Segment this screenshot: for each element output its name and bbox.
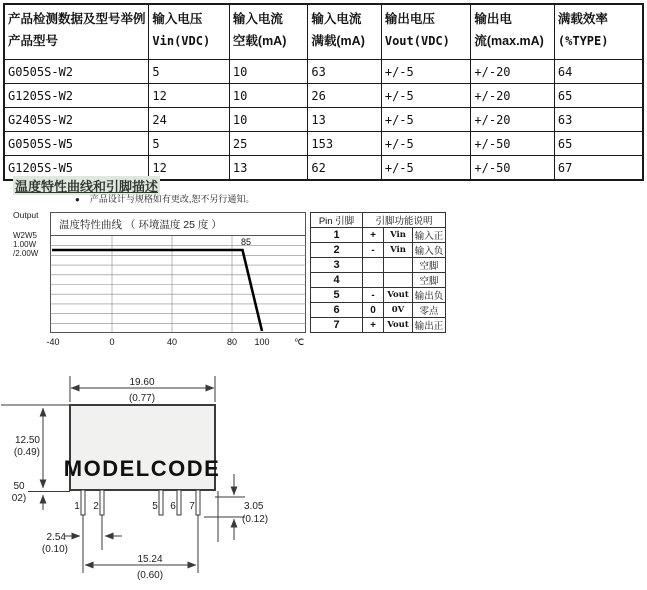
pin-table (310, 212, 446, 333)
spec-cell: 63 (308, 60, 381, 84)
spec-cell: 12 (149, 156, 230, 181)
pin-row (311, 243, 446, 258)
spec-header-text: 输入电压 (152, 12, 203, 26)
chart-x-ticks (46, 337, 304, 347)
spec-table-body (4, 60, 643, 181)
spec-header-text: 输出电压 (384, 12, 435, 26)
spec-cell: 153 (308, 132, 381, 156)
spec-table (3, 3, 644, 181)
spec-cell: +/-20 (471, 60, 555, 84)
spec-cell: 26 (308, 84, 381, 108)
spec-header-text: 输入电流 (232, 12, 283, 26)
spec-cell: 5 (149, 60, 230, 84)
spec-header-text: 流(max.mA) (474, 34, 544, 48)
pin-cell: 输出正 (413, 318, 446, 333)
x-unit-label: ℃ (294, 337, 305, 347)
pin-cell: 1 (311, 228, 363, 243)
spec-cell: 25 (229, 132, 307, 156)
pin-row (311, 288, 446, 303)
spec-header-text: 空载(mA) (232, 34, 287, 48)
pin-row (311, 318, 446, 333)
pin-cell: 0 (363, 303, 384, 318)
pin-row (311, 258, 446, 273)
spec-cell: +/-5 (381, 108, 471, 132)
pin-cell: 2 (311, 243, 363, 258)
spec-cell: 10 (229, 108, 307, 132)
chart-ylabel: Output (13, 210, 39, 220)
spec-cell: 12 (149, 84, 230, 108)
section-note-text: 产品设计与规格如有更改,恕不另行通知。 (89, 194, 255, 204)
spec-cell: +/-5 (381, 156, 471, 181)
module-pins (81, 490, 200, 515)
pin-table-body (311, 228, 446, 333)
pin-5 (159, 490, 163, 515)
dim-span-in: (0.60) (136, 570, 164, 581)
spec-header-row (4, 4, 643, 60)
spec-cell: 24 (149, 108, 230, 132)
pin-cell (363, 273, 384, 288)
pin-header-row (311, 213, 446, 228)
pin-cell: Vin (384, 243, 413, 258)
pin-cell: 5 (311, 288, 363, 303)
pin-cell: 输入负 (413, 243, 446, 258)
spec-header-text: Vout(VDC) (384, 34, 450, 48)
spec-cell: +/-5 (381, 132, 471, 156)
spec-cell: 65 (554, 84, 643, 108)
chart-series-label: W2W5 (13, 231, 37, 240)
section-heading: 温度特性曲线和引脚描述 (13, 176, 160, 195)
section-note (75, 192, 254, 205)
pin-cell: 6 (311, 303, 363, 318)
bullet-icon: ● (75, 195, 80, 204)
spec-row (4, 84, 643, 108)
pin-cell (384, 258, 413, 273)
pin-label-5: 5 (152, 501, 158, 512)
pin-label-1: 1 (74, 501, 80, 512)
spec-cell: 13 (308, 108, 381, 132)
spec-header-vin (149, 4, 230, 60)
pin-cell: - (363, 288, 384, 303)
pin-cell (384, 273, 413, 288)
spec-header-text: (%TYPE) (557, 34, 609, 48)
spec-cell: 64 (554, 60, 643, 84)
pin-cell: 7 (311, 318, 363, 333)
x-tick: 0 (109, 337, 115, 347)
pin-6 (177, 490, 181, 515)
pin-row (311, 228, 446, 243)
temperature-chart (40, 212, 316, 350)
spec-cell: +/-50 (471, 132, 555, 156)
pin-row (311, 303, 446, 318)
pin-cell: 空脚 (413, 258, 446, 273)
derating-curve (52, 250, 262, 331)
dim-standoff-in: 02) (11, 493, 27, 504)
chart-annotation-85: 85 (240, 237, 252, 247)
spec-header-iout (471, 4, 555, 60)
spec-cell: 63 (554, 108, 643, 132)
pin-cell: 3 (311, 258, 363, 273)
spec-cell: 65 (554, 132, 643, 156)
pin-header-pin: Pin 引脚 (311, 213, 363, 228)
x-tick: 40 (166, 337, 178, 347)
spec-header-text: Vin(VDC) (152, 34, 211, 48)
pin-cell: 输入正 (413, 228, 446, 243)
dim-width-mm: 19.60 (129, 377, 155, 388)
pin-7 (196, 490, 200, 515)
spec-cell: 10 (229, 84, 307, 108)
pin-cell: 4 (311, 273, 363, 288)
spec-cell: G1205S-W5 (4, 156, 149, 181)
x-tick: -40 (46, 337, 60, 347)
spec-cell: 13 (229, 156, 307, 181)
pin-cell (363, 258, 384, 273)
spec-cell: +/-20 (471, 108, 555, 132)
x-tick: 80 (226, 337, 238, 347)
spec-header-text: 满载效率 (557, 12, 608, 26)
pin-cell: Vin (384, 228, 413, 243)
pin-cell: 输出负 (413, 288, 446, 303)
chart-hgrid (51, 246, 306, 324)
x-tick: 100 (254, 337, 270, 347)
dim-height-in: (0.49) (13, 447, 40, 458)
spec-cell: +/-20 (471, 84, 555, 108)
spec-header-text: 满载(mA) (311, 34, 365, 48)
spec-cell: G1205S-W2 (4, 84, 149, 108)
spec-header-text: 产品检测数据及型号举例 (8, 12, 146, 26)
dim-width-in: (0.77) (128, 393, 156, 404)
chart-series-label: 1.00W (13, 240, 37, 249)
pin-2 (100, 490, 104, 515)
pin-cell: + (363, 318, 384, 333)
pin-cell: Vout (384, 288, 413, 303)
spec-header-eff (554, 4, 643, 60)
pin-cell: - (363, 243, 384, 258)
dim-pitch-mm: 2.54 (46, 532, 66, 543)
module-label: MODELCODE (63, 456, 221, 481)
spec-header-vout (381, 4, 471, 60)
dim-height-mm: 12.50 (14, 435, 40, 446)
pin-cell: 0V (384, 303, 413, 318)
spec-cell: 62 (308, 156, 381, 181)
spec-cell: 10 (229, 60, 307, 84)
pin-header-desc: 引脚功能说明 (363, 213, 446, 228)
spec-cell: +/-50 (471, 156, 555, 181)
chart-title: 温度特性曲线 （ 环境温度 25 度 ） (59, 219, 222, 231)
chart-series-label: /2.00W (13, 249, 39, 258)
spec-cell: +/-5 (381, 84, 471, 108)
pin-label-2: 2 (93, 501, 99, 512)
dim-pinlen-in: (0.12) (242, 514, 269, 525)
spec-header-model (4, 4, 149, 60)
pin-label-7: 7 (189, 501, 195, 512)
spec-cell: G0505S-W2 (4, 60, 149, 84)
spec-header-noload (229, 4, 307, 60)
pin-cell: 零点 (413, 303, 446, 318)
spec-header-text: 产品型号 (8, 34, 59, 48)
pin-cell: Vout (384, 318, 413, 333)
pin-1 (81, 490, 85, 515)
spec-header-text: 输入电流 (311, 12, 362, 26)
package-drawing (0, 370, 320, 590)
pin-cell: 空脚 (413, 273, 446, 288)
dim-standoff-mm: 50 (13, 481, 25, 492)
spec-cell: 67 (554, 156, 643, 181)
spec-row (4, 108, 643, 132)
dim-pitch-in: (0.10) (41, 544, 68, 555)
spec-cell: +/-5 (381, 60, 471, 84)
spec-cell: G2405S-W2 (4, 108, 149, 132)
dim-pinlen-mm: 3.05 (244, 501, 264, 512)
pin-label-6: 6 (170, 501, 176, 512)
spec-row (4, 60, 643, 84)
dim-span-mm: 15.24 (137, 554, 163, 565)
spec-header-fullload (308, 4, 381, 60)
spec-row (4, 132, 643, 156)
spec-cell: G0505S-W5 (4, 132, 149, 156)
pin-row (311, 273, 446, 288)
spec-header-text: 输出电 (474, 12, 512, 26)
pin-cell: + (363, 228, 384, 243)
spec-cell: 5 (149, 132, 230, 156)
